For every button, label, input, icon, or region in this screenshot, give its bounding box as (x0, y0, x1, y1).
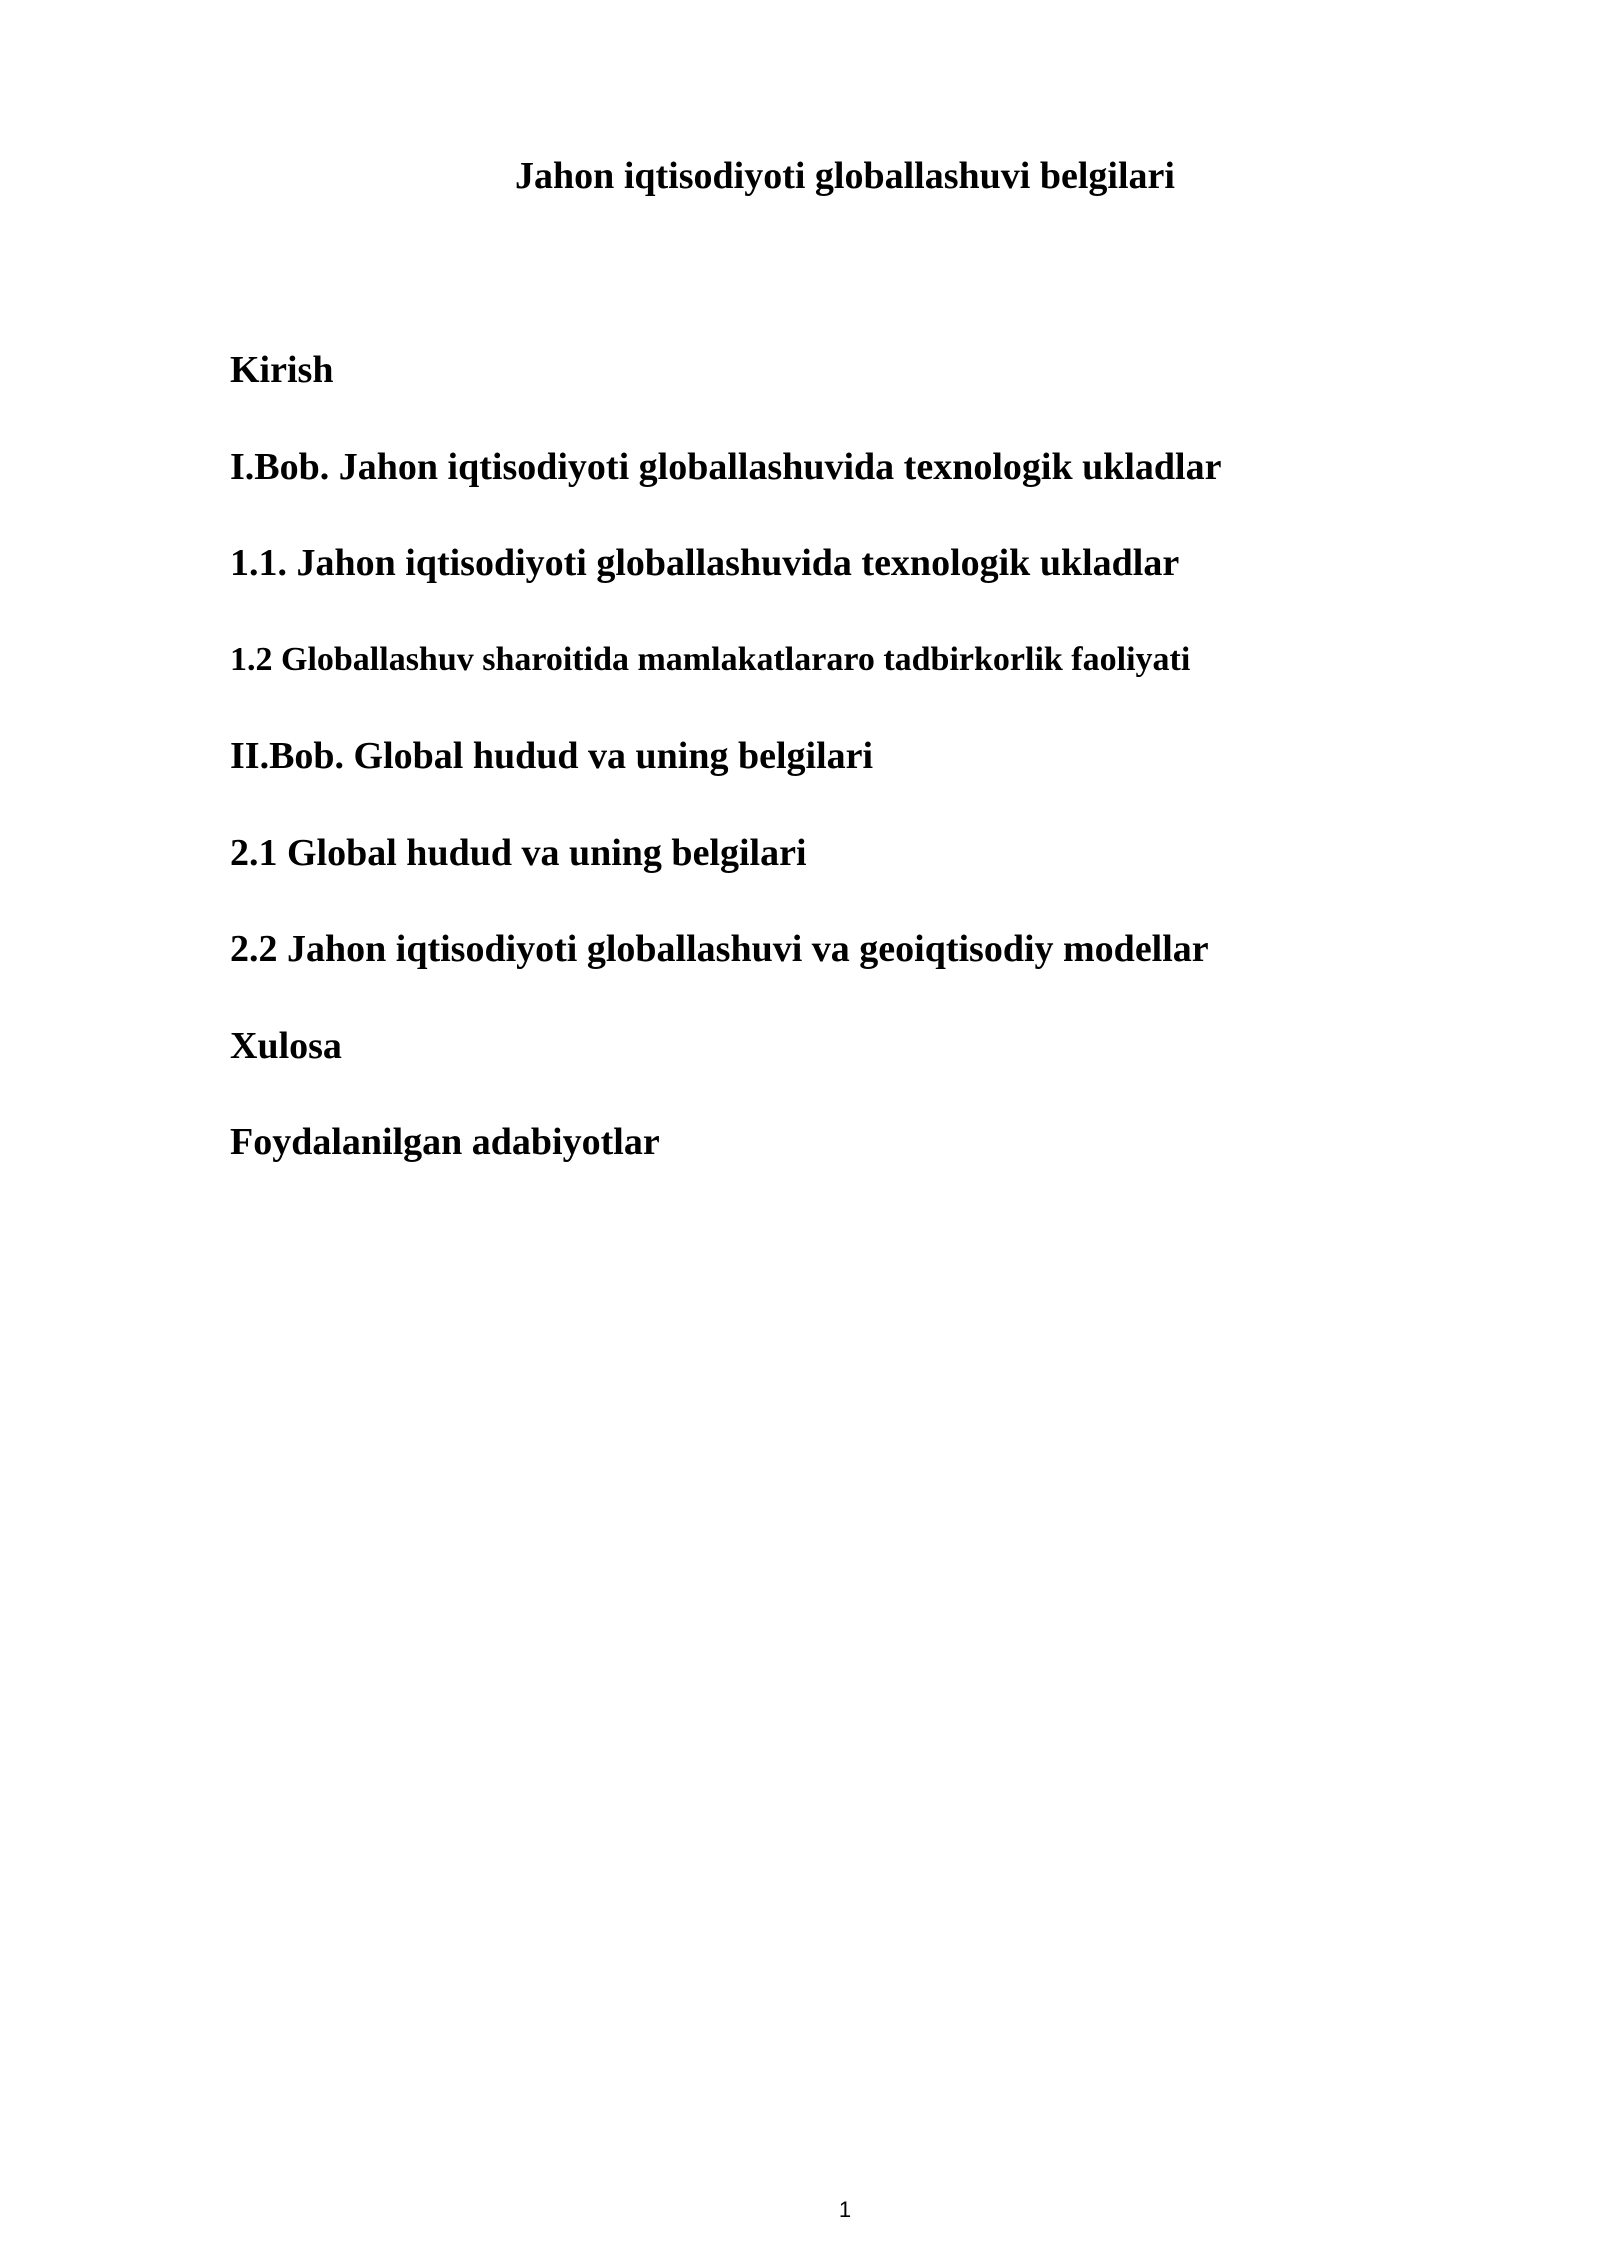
toc-item-references: Foydalanilgan adabiyotlar (230, 1121, 660, 1163)
toc-item-introduction: Kirish (230, 349, 334, 391)
toc-item-section-2-2: 2.2 Jahon iqtisodiyoti globallashuvi va geoiqtisodiy modellar (230, 928, 1209, 970)
table-of-contents (230, 346, 1430, 1215)
toc-item-section-1-2: 1.2 Globallashuv sharoitida mamlakatlararo tadbirkorlik faoliyati (230, 640, 1191, 678)
toc-item-chapter-2: II.Bob. Global hudud va uning belgilari (230, 735, 874, 777)
toc-item-conclusion: Xulosa (230, 1024, 342, 1067)
toc-item-section-1-1: 1.1. Jahon iqtisodiyoti globallashuvida texnologik ukladlar (230, 542, 1180, 584)
document-title (0, 152, 1600, 200)
document-title-text: Jahon iqtisodiyoti globallashuvi belgilari (515, 155, 1175, 197)
page-number: 1 (838, 2197, 852, 2222)
toc-item-chapter-1: I.Bob. Jahon iqtisodiyoti globallashuvida texnologik ukladlar (230, 445, 1222, 488)
toc-item-section-2-1: 2.1 Global hudud va uning belgilari (230, 831, 807, 874)
